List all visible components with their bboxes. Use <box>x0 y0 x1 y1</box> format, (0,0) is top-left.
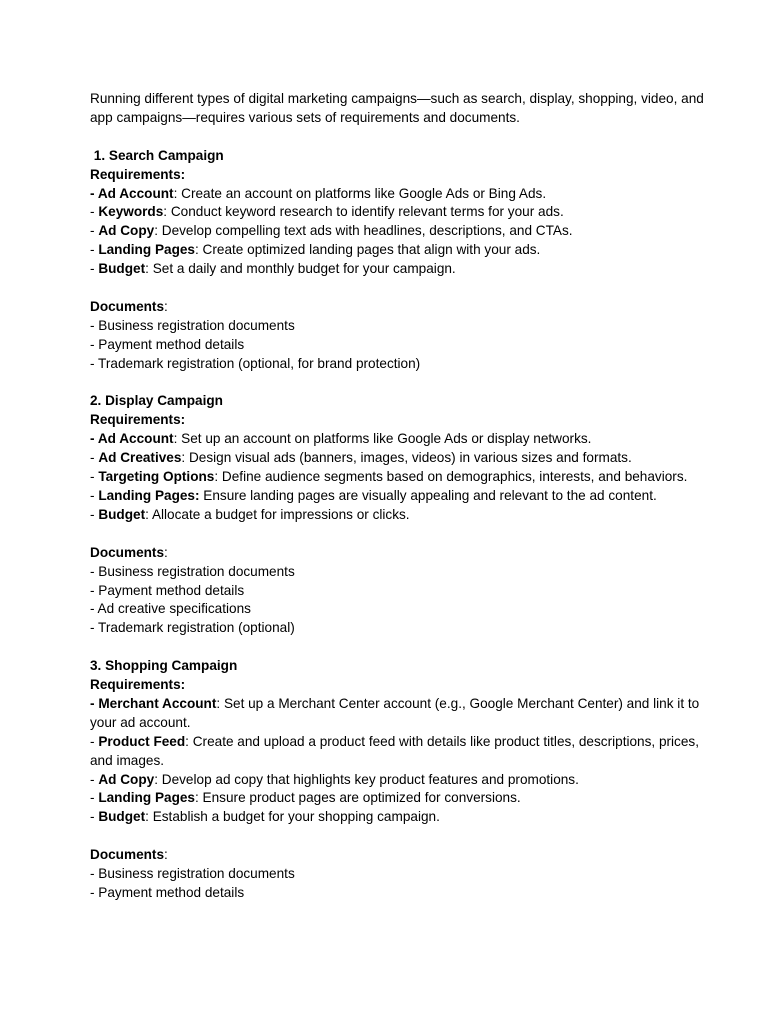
requirement-item <box>90 185 708 204</box>
requirement-prefix: - <box>90 487 99 503</box>
requirement-item <box>90 695 708 733</box>
requirement-text: : Create an account on platforms like Google Ads or Bing Ads. <box>173 185 547 201</box>
intro-paragraph: Running different types of digital marketing campaigns—such as search, display, shopping, video, and app campaigns—requires various sets of requirements and documents. <box>90 91 704 125</box>
requirement-item <box>90 733 708 771</box>
requirement-text: : Set up an account on platforms like Google Ads or display networks. <box>173 431 592 447</box>
requirement-prefix: - <box>90 695 99 711</box>
requirement-label: Budget <box>98 506 146 522</box>
document-item: - Business registration documents <box>90 563 295 579</box>
requirement-prefix: - <box>90 506 99 522</box>
requirement-label: Targeting Options <box>98 469 215 485</box>
requirement-text: Ensure landing pages are visually appealing and relevant to the ad content. <box>199 487 657 503</box>
requirement-text: : Design visual ads (banners, images, videos) in various sizes and formats. <box>181 450 632 466</box>
document-item: - Payment method details <box>90 884 245 900</box>
documents-suffix: : <box>164 298 168 314</box>
documents-suffix: : <box>164 544 168 560</box>
requirement-item <box>90 789 708 808</box>
requirement-label: Ad Copy <box>98 771 155 787</box>
requirement-item <box>90 222 708 241</box>
requirement-text: : Set up a Merchant Center account (e.g., Google Merchant Center) and link it to your ad account. <box>90 695 700 730</box>
requirement-label: Budget <box>98 809 146 825</box>
requirement-label: Landing Pages: <box>98 487 200 503</box>
documents-label: Documents <box>90 847 165 863</box>
requirement-text: : Allocate a budget for impressions or clicks. <box>145 506 410 522</box>
requirements-heading: Requirements: <box>90 412 186 428</box>
requirement-prefix: - <box>90 242 99 258</box>
section-display-campaign <box>90 392 708 638</box>
document-item: - Payment method details <box>90 582 245 598</box>
requirement-text: : Create and upload a product feed with details like product titles, descriptions, prices, and images. <box>90 733 699 768</box>
requirement-text: : Conduct keyword research to identify relevant terms for your ads. <box>163 204 564 220</box>
requirement-item <box>90 808 708 827</box>
requirement-item <box>90 468 708 487</box>
requirement-item <box>90 771 708 790</box>
requirement-label: Ad Creatives <box>98 450 182 466</box>
requirement-prefix: - <box>90 809 99 825</box>
document-item: - Business registration documents <box>90 317 295 333</box>
section-search-campaign <box>90 147 708 374</box>
requirement-item <box>90 203 708 222</box>
requirement-item <box>90 449 708 468</box>
documents-suffix: : <box>164 847 168 863</box>
requirement-label: Ad Account <box>97 431 174 447</box>
requirement-prefix: - <box>90 469 99 485</box>
requirement-prefix: - <box>90 733 99 749</box>
requirements-heading: Requirements: <box>90 677 186 693</box>
requirement-label: Ad Account <box>97 185 174 201</box>
section-shopping-campaign <box>90 657 708 903</box>
requirement-label: Merchant Account <box>98 695 217 711</box>
requirement-item <box>90 241 708 260</box>
requirement-item <box>90 430 708 449</box>
requirement-prefix: - <box>90 261 99 277</box>
document-item: - Payment method details <box>90 336 245 352</box>
requirement-prefix: - <box>90 185 98 201</box>
document-item: - Trademark registration (optional, for brand protection) <box>90 355 421 371</box>
document-item: - Ad creative specifications <box>90 601 251 617</box>
section-title: 2. Display Campaign <box>90 393 223 409</box>
requirement-label: Product Feed <box>98 733 186 749</box>
requirement-prefix: - <box>90 771 99 787</box>
requirement-prefix: - <box>90 450 99 466</box>
requirement-label: Ad Copy <box>98 223 155 239</box>
requirement-label: Landing Pages <box>98 790 195 806</box>
requirement-text: : Set a daily and monthly budget for your campaign. <box>145 261 456 277</box>
requirement-prefix: - <box>90 431 98 447</box>
document-item: - Business registration documents <box>90 866 295 882</box>
requirement-prefix: - <box>90 223 99 239</box>
requirement-label: Budget <box>98 261 146 277</box>
requirements-heading: Requirements: <box>90 166 186 182</box>
requirement-text: : Develop compelling text ads with headlines, descriptions, and CTAs. <box>154 223 573 239</box>
section-title: 3. Shopping Campaign <box>90 658 238 674</box>
documents-label: Documents <box>90 298 165 314</box>
requirement-item <box>90 487 708 506</box>
documents-heading <box>90 846 708 865</box>
document-item: - Trademark registration (optional) <box>90 620 295 636</box>
requirement-prefix: - <box>90 790 99 806</box>
requirement-item <box>90 506 708 525</box>
documents-heading <box>90 298 708 317</box>
requirement-text: : Create optimized landing pages that align with your ads. <box>195 242 541 258</box>
requirement-label: Landing Pages <box>98 242 195 258</box>
requirement-prefix: - <box>90 204 99 220</box>
section-title: 1. Search Campaign <box>90 147 224 163</box>
requirement-text: : Define audience segments based on demographics, interests, and behaviors. <box>214 469 688 485</box>
requirement-text: : Develop ad copy that highlights key product features and promotions. <box>154 771 579 787</box>
requirement-text: : Establish a budget for your shopping campaign. <box>145 809 440 825</box>
requirement-label: Keywords <box>98 204 164 220</box>
documents-label: Documents <box>90 544 165 560</box>
documents-heading <box>90 544 708 563</box>
requirement-item <box>90 260 708 279</box>
requirement-text: : Ensure product pages are optimized for conversions. <box>195 790 521 806</box>
